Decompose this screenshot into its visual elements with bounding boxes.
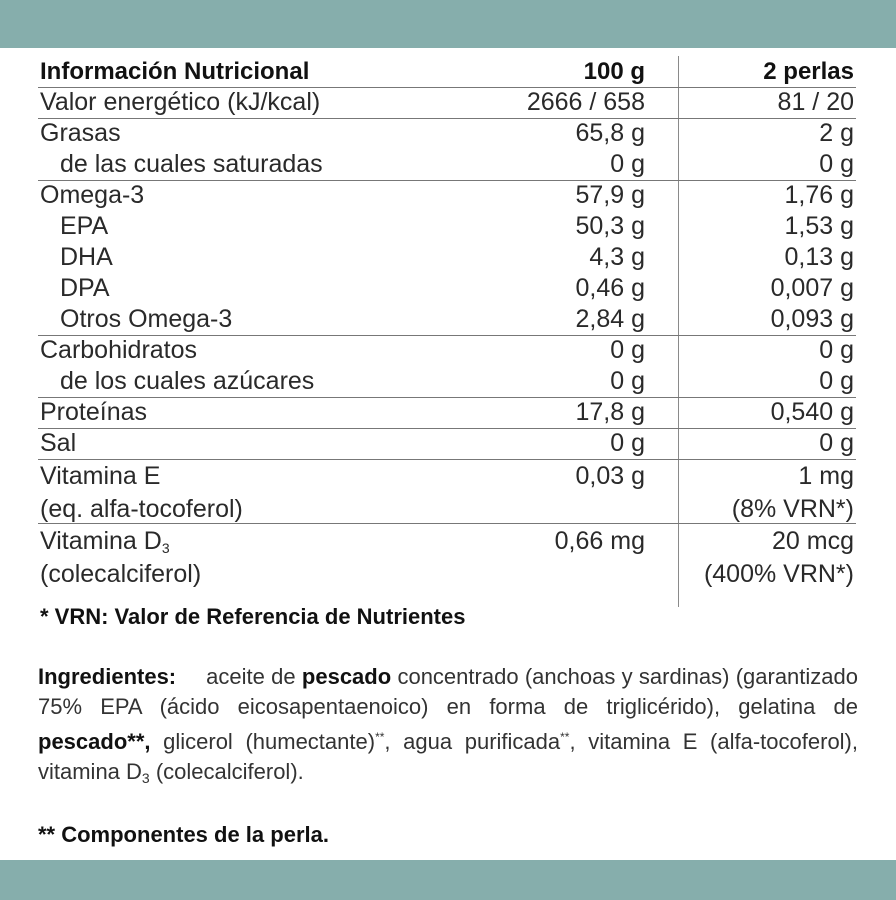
- row-value-2perlas: 0,007 g: [770, 274, 854, 302]
- row-value-2perlas: 81 / 20: [777, 88, 854, 116]
- row-value-2perlas: 0 g: [819, 150, 854, 178]
- row-label: EPA: [60, 212, 109, 240]
- row-label: Proteínas: [40, 398, 148, 426]
- row-label: [40, 524, 170, 565]
- table-row: [38, 335, 856, 366]
- ingredients-paragraph: [38, 662, 858, 793]
- row-value-2perlas: 2 g: [819, 119, 854, 147]
- row-label: Omega-3: [40, 181, 145, 209]
- row-value-100g: 0,66 mg: [554, 527, 645, 555]
- vrn-footnote: * VRN: Valor de Referencia de Nutrientes: [40, 604, 466, 629]
- table-row: [38, 180, 856, 211]
- table-row: [38, 428, 856, 460]
- row-label: DPA: [60, 274, 110, 302]
- row-value-100g: 65,8 g: [575, 119, 645, 147]
- ingredients-text: , agua purificada: [384, 729, 561, 754]
- row-value-100g: 0 g: [610, 150, 645, 178]
- table-row: [38, 87, 856, 119]
- row-value-100g: 17,8 g: [575, 398, 645, 426]
- row-value-2perlas: 1,53 g: [784, 212, 854, 240]
- header-col-2perlas: 2 perlas: [763, 58, 854, 85]
- ingredients-bold: pescado: [301, 664, 392, 689]
- row-value-2perlas: 20 mcg: [772, 527, 854, 555]
- row-label: DHA: [60, 243, 113, 271]
- ingredients-text: aceite de: [206, 664, 302, 689]
- vitamin-d-label: Vitamina D: [40, 527, 162, 555]
- row-value-2perlas: 1,76 g: [784, 181, 854, 209]
- row-label: Carbohidratos: [40, 336, 198, 364]
- row-label: de las cuales saturadas: [60, 150, 323, 178]
- table-row: [38, 304, 856, 336]
- row-value-2perlas: 0,13 g: [784, 243, 854, 271]
- row-label: Valor energético (kJ/kcal): [40, 88, 321, 116]
- top-color-band: [0, 0, 896, 48]
- bottom-color-band: [0, 860, 896, 900]
- row-value-2perlas: 0 g: [819, 429, 854, 457]
- components-footnote: ** Componentes de la perla.: [38, 822, 329, 847]
- ingredients-label: Ingredientes:: [38, 664, 177, 689]
- row-label: de los cuales azúcares: [60, 367, 315, 395]
- vitamin-d-subscript: 3: [161, 540, 170, 556]
- table-row: [38, 397, 856, 429]
- header-col-100g: 100 g: [583, 58, 645, 85]
- ingredients-subscript: 3: [141, 770, 150, 786]
- table-row: [38, 211, 856, 242]
- row-label: Vitamina E: [40, 462, 161, 490]
- row-value-note: (400% VRN*): [703, 560, 854, 588]
- row-value-2perlas: 0,540 g: [770, 398, 854, 426]
- row-label: Otros Omega-3: [60, 305, 233, 333]
- row-value-2perlas: 0 g: [819, 336, 854, 364]
- row-value-note: (8% VRN*): [731, 495, 854, 523]
- row-value-100g: 2666 / 658: [526, 88, 645, 116]
- header-label: Información Nutricional: [40, 58, 310, 85]
- row-value-100g: 50,3 g: [575, 212, 645, 240]
- row-value-100g: 57,9 g: [575, 181, 645, 209]
- table-row: [38, 242, 856, 273]
- row-value-2perlas: 0 g: [819, 367, 854, 395]
- ingredients-text: , vitamina E (alfa-tocoferol), vitamina D: [38, 729, 858, 784]
- row-label-note: (eq. alfa-tocoferol): [40, 495, 243, 523]
- ingredients-superscript: **: [375, 730, 385, 744]
- table-header-row: [38, 56, 856, 88]
- row-label: Grasas: [40, 119, 121, 147]
- ingredients-text: glicerol (humectante): [150, 729, 376, 754]
- row-value-2perlas: 0,093 g: [770, 305, 854, 333]
- ingredients-text: concentrado (anchoas y sardinas) (garantizado 75% EPA (ácido eicosapentaenoico) en forma de triglicérido), gelatina de: [38, 664, 858, 719]
- row-value-100g: 4,3 g: [589, 243, 645, 271]
- ingredients-bold: pescado**,: [38, 729, 151, 754]
- table-row: [38, 366, 856, 398]
- row-value-100g: 0,46 g: [575, 274, 645, 302]
- table-row: [38, 273, 856, 304]
- table-row-vitamin-d: [38, 524, 856, 588]
- row-value-100g: 0 g: [610, 336, 645, 364]
- table-row-vitamin-e: [38, 459, 856, 524]
- row-value-100g: 0,03 g: [575, 462, 645, 490]
- row-label-note: (colecalciferol): [40, 560, 202, 588]
- ingredients-text: (colecalciferol).: [149, 759, 304, 784]
- ingredients-superscript: **: [560, 730, 570, 744]
- table-row: [38, 149, 856, 181]
- row-value-100g: 2,84 g: [575, 305, 645, 333]
- table-row: [38, 118, 856, 149]
- row-value-100g: 0 g: [610, 367, 645, 395]
- row-label: Sal: [40, 429, 77, 457]
- row-value-2perlas: 1 mg: [798, 462, 854, 490]
- row-value-100g: 0 g: [610, 429, 645, 457]
